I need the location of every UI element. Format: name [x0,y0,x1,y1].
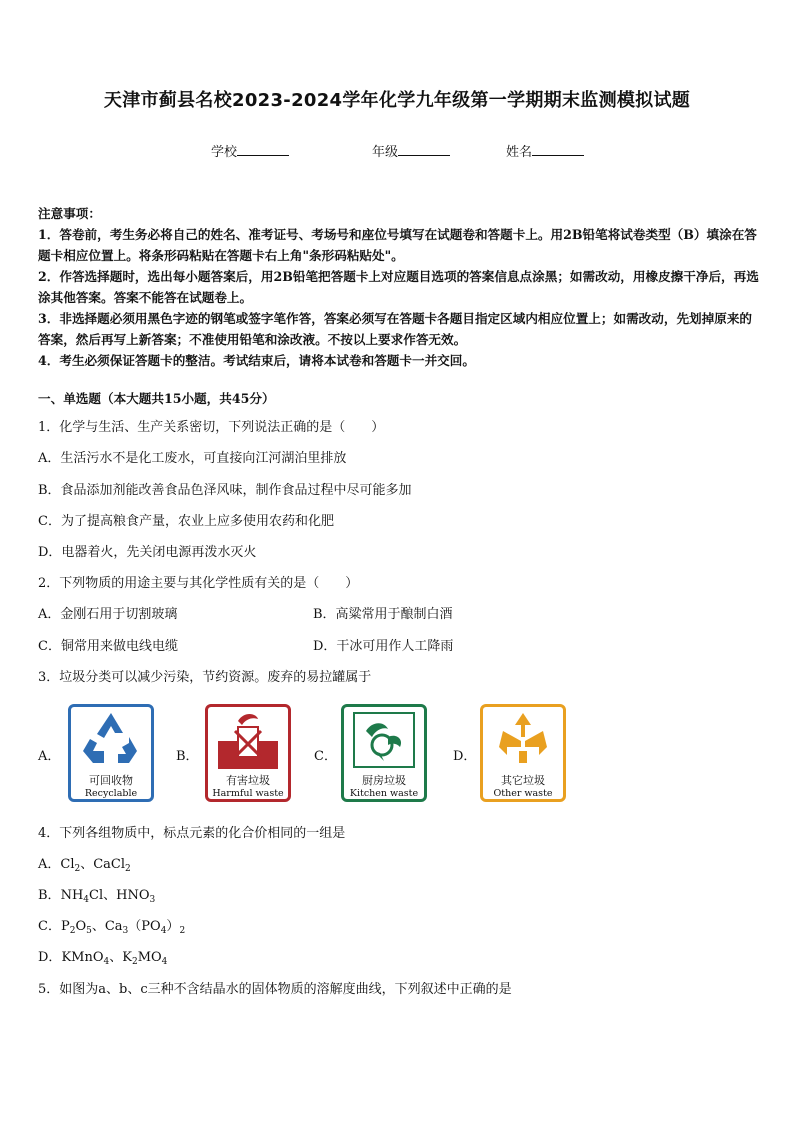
note-item: 2．作答选择题时，选出每小题答案后，用2B铅笔把答题卡上对应题目选项的答案信息点涂黑；如需改动，用橡皮擦干净后，再选涂其他答案。答案不能答在试题卷上。 [38,269,759,305]
grade-label: 年级 [372,145,399,160]
section-heading: 一、单选题（本大题共15小题，共45分） [38,391,275,406]
other-icon [483,707,563,771]
q3-bin-c-en: Kitchen waste [349,788,419,799]
q3-bin-d-en: Other waste [493,788,553,799]
notes-heading: 注意事项： [38,206,101,221]
q1-option-b[interactable]: B．食品添加剂能改善食品色泽风味，制作食品过程中尽可能多加 [38,483,412,498]
q4-option-d[interactable]: D．KMnO$_4$、$K_2MO_4$ [38,950,168,967]
q2-stem: 2．下列物质的用途主要与其化学性质有关的是（ ） [38,576,359,591]
q3-stem: 3．垃圾分类可以减少污染，节约资源。废弃的易拉罐属于 [38,670,372,685]
q5-stem: 5．如图为a、b、c三种不含结晶水的固体物质的溶解度曲线，下列叙述中正确的是 [38,982,512,997]
q3-bin-a-en: Recyclable [84,788,138,799]
q3-bin-d-cn: 其它垃圾 [501,774,545,787]
recycle-icon [71,707,151,771]
school-label: 学校 [211,145,238,160]
q3-option-a-letter[interactable]: A． [38,749,61,764]
name-blank[interactable] [532,141,584,156]
q4-option-b[interactable]: B．$NH_4Cl$、$HNO_3$ [38,888,156,905]
grade-field[interactable] [372,141,450,160]
q1-option-a[interactable]: A．生活污水不是化工废水，可直接向江河湖泊里排放 [38,451,347,466]
q3-bin-b-en: Harmful waste [212,788,284,799]
q4-option-a[interactable]: A．$Cl_2$、CaCl$_2$ [38,857,131,874]
q3-option-d-other-bin[interactable] [480,704,566,802]
q2-option-c[interactable]: C．铜常用来做电线电缆 [38,639,178,654]
q3-option-c-letter[interactable]: C． [314,749,337,764]
q1-stem: 1．化学与生活、生产关系密切，下列说法正确的是（ ） [38,420,385,435]
note-item: 4．考生必须保证答题卡的整洁。考试结束后，请将本试卷和答题卡一并交回。 [38,353,475,368]
note-item: 3．非选择题必须用黑色字迹的钢笔或签字笔作答，答案必须写在答题卡各题目指定区域内相应位置上；如需改动，先划掉原来的答案，然后再写上新答案；不准使用铅笔和涂改液。不按以上要求作答无效。 [38,311,753,347]
name-label: 姓名 [506,145,533,160]
q3-option-b-letter[interactable]: B． [176,749,199,764]
name-field[interactable] [506,141,584,160]
school-blank[interactable] [237,141,289,156]
q3-option-d-letter[interactable]: D． [453,749,477,764]
q4-stem: 4．下列各组物质中，标点元素的化合价相同的一组是 [38,826,346,841]
q3-bin-a-cn: 可回收物 [89,774,133,787]
page-title: 天津市蓟县名校2023-2024学年化学九年级第一学期期末监测模拟试题 [103,90,691,111]
q2-option-b[interactable]: B．高粱常用于酿制白酒 [313,607,453,622]
q1-option-d[interactable]: D．电器着火，先关闭电源再泼水灭火 [38,545,257,560]
kitchen-icon [344,707,424,771]
q4-option-c[interactable]: C．$P_2O_5$、$Ca_3(PO_4)_2$ [38,919,186,936]
school-field[interactable] [211,141,289,160]
q3-bin-c-cn: 厨房垃圾 [362,774,406,787]
q3-bin-b-cn: 有害垃圾 [226,774,270,787]
q3-option-a-recyclable-bin[interactable] [68,704,154,802]
q1-option-c[interactable]: C．为了提高粮食产量，农业上应多使用农药和化肥 [38,514,334,529]
grade-blank[interactable] [398,141,450,156]
q3-option-c-kitchen-bin[interactable] [341,704,427,802]
note-item: 1．答卷前，考生务必将自己的姓名、准考证号、考场号和座位号填写在试题卷和答题卡上。用2B铅笔将试卷类型（B）填涂在答题卡相应位置上。将条形码粘贴在答题卡右上角"条形码粘贴处"。 [38,227,757,263]
q2-option-a[interactable]: A．金刚石用于切割玻璃 [38,607,178,622]
q3-option-b-harmful-bin[interactable] [205,704,291,802]
q2-option-d[interactable]: D．干冰可用作人工降雨 [313,639,454,654]
harmful-icon [208,707,288,771]
notes-block [38,203,760,371]
